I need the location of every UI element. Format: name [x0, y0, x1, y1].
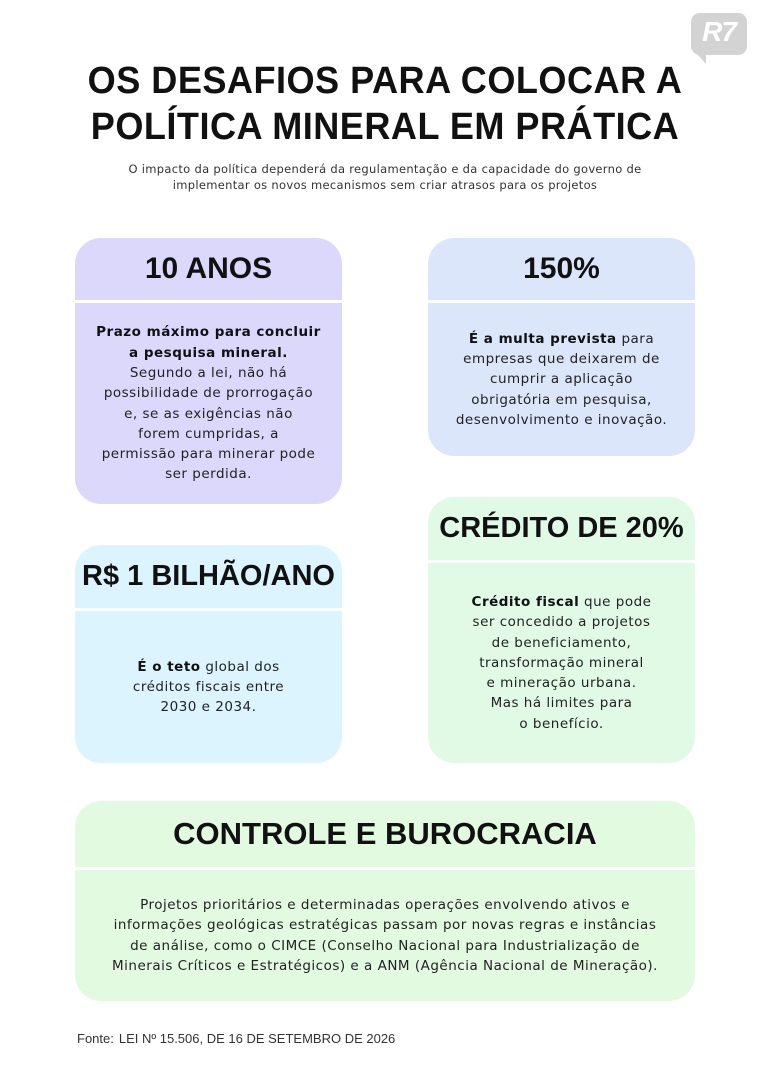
- card-heading: 150%: [428, 238, 695, 303]
- card-heading: R$ 1 BILHÃO/ANO: [75, 545, 342, 611]
- r7-logo[interactable]: [691, 13, 747, 55]
- logo-text: R7: [702, 16, 736, 47]
- card-bold-lead: Crédito fiscal: [471, 593, 580, 610]
- card-text: para empresas que deixarem de cumprir a aplicação obrigatória em pesquisa, desenvolvimento e inovação.: [455, 330, 668, 428]
- card-text: que pode ser concedido a projetos de beneficiamento, transformação mineral e mineração urbana. Mas há limites para o benefício.: [472, 593, 652, 732]
- card-text: Projetos prioritários e determinadas operações envolvendo ativos e informações geológicas estratégicas passam por novas regras e instâncias de análise, como o CIMCE (Conselho Nacional para Industrialização de Minerais Críticos e Estratégicos) e a ANM (Agência Nacional de Mineração).: [112, 896, 658, 974]
- page-subtitle: O impacto da política dependerá da regulamentação e da capacidade do governo de implementar os novos mecanismos sem criar atrasos para os projetos: [128, 162, 642, 192]
- card-body: [75, 303, 342, 504]
- card-body: [75, 611, 342, 763]
- card-controle-burocracia: [75, 801, 695, 1001]
- source-text: LEI Nº 15.506, DE 16 DE SETEMBRO DE 2026: [118, 1031, 396, 1046]
- card-150-percent: [428, 238, 695, 456]
- source-note: [77, 1031, 395, 1046]
- card-bold-lead: É a multa prevista: [468, 330, 617, 347]
- card-body: [428, 303, 695, 456]
- card-text: global dos créditos fiscais entre 2030 e 2034.: [132, 658, 285, 716]
- card-1-bilhao-ano: [75, 545, 342, 763]
- page-title: OS DESAFIOS PARA COLOCAR A POLÍTICA MINERAL EM PRÁTICA: [87, 60, 683, 148]
- card-credito-20: [428, 497, 695, 763]
- card-body: [428, 563, 695, 763]
- card-bold-lead: É o teto: [137, 658, 201, 675]
- card-body: [75, 870, 695, 1001]
- card-heading: 10 ANOS: [75, 238, 342, 303]
- card-text: Segundo a lei, não há possibilidade de prorrogação e, se as exigências não forem cumpridas, a permissão para minerar pode ser perdida.: [101, 364, 316, 483]
- source-label: Fonte:: [77, 1031, 114, 1046]
- card-bold-lead: Prazo máximo para concluir a pesquisa mineral.: [96, 324, 321, 361]
- card-heading: CRÉDITO DE 20%: [428, 497, 695, 563]
- card-10-anos: [75, 238, 342, 504]
- card-heading: CONTROLE E BUROCRACIA: [75, 801, 695, 870]
